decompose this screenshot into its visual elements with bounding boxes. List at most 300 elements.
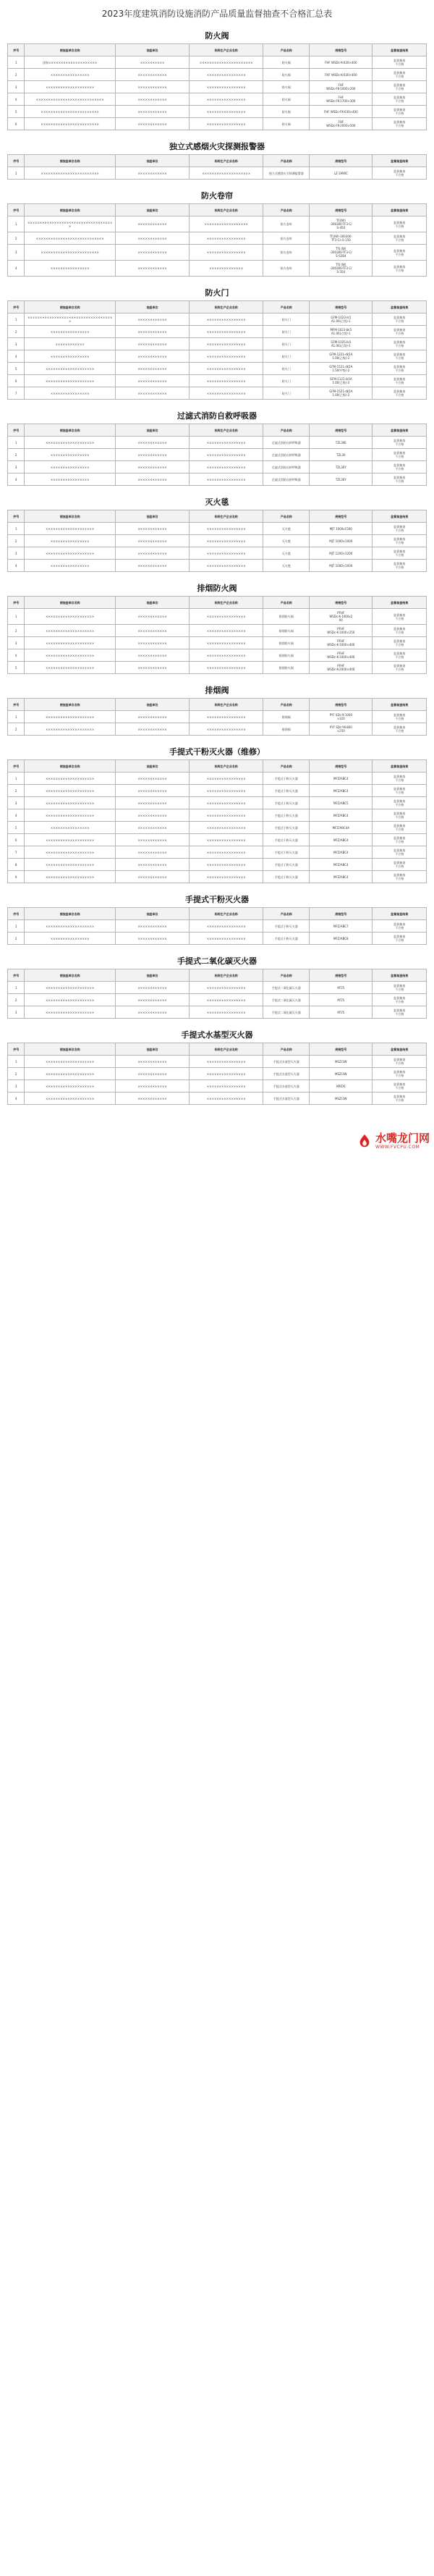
table-row	[8, 375, 427, 387]
table-cell: ××××××××××××××××	[190, 711, 263, 723]
table-cell: ××××××××××××××××××××××××	[25, 106, 116, 118]
table-cell: 监督抽查 不合格	[373, 982, 427, 994]
table-cell: 监督抽查 不合格	[373, 637, 427, 649]
table-cell: 防火阀	[263, 106, 310, 118]
results-table	[7, 43, 427, 130]
table-cell: MT/5	[310, 994, 373, 1006]
table-cell: ××××××××××××××××	[25, 560, 116, 572]
table-cell: 手提式干粉灭火器	[263, 846, 310, 859]
table-cell: ××××××××××××××××	[190, 313, 263, 326]
table-cell: ××××××××××××××××××××	[25, 859, 116, 871]
column-header: 抽查单位	[115, 969, 189, 982]
column-header: 被抽查单位名称	[25, 908, 116, 920]
table-cell: ××××××××××××××××	[190, 523, 263, 535]
table-row	[8, 338, 427, 350]
table-cell: 8	[8, 859, 25, 871]
table-cell: ××××××××××××	[25, 338, 116, 350]
table-cell: 防火卷帘	[263, 261, 310, 277]
table-row	[8, 326, 427, 338]
section-8	[0, 741, 434, 889]
table-cell: 监督抽查 不合格	[373, 625, 427, 637]
column-header: 规格型号	[310, 969, 373, 982]
table-cell: ××××××××××××××××××××	[25, 711, 116, 723]
table-row	[8, 859, 427, 871]
table-cell: ××××××××××××	[115, 81, 189, 93]
table-cell: ××××××××××××	[115, 773, 189, 785]
results-table	[7, 1043, 427, 1105]
table-cell: 5	[8, 106, 25, 118]
table-cell: ××××××××××××××××××××××	[190, 56, 263, 69]
table-cell: 2	[8, 625, 25, 637]
table-cell: 监督抽查 不合格	[373, 1093, 427, 1105]
table-cell: PYF SDc-YK-800 ×250	[310, 723, 373, 736]
table-cell: ××××××××××××××××××××	[25, 785, 116, 797]
table-cell: 2	[8, 933, 25, 945]
table-cell: ××××××××××××	[115, 461, 189, 473]
section-5	[0, 492, 434, 578]
section-title: 独立式感烟火灾探测报警器	[169, 142, 265, 151]
column-header: 标称生产企业名称	[190, 597, 263, 609]
table-cell: 排烟阀	[263, 723, 310, 736]
section-title: 防火阀	[205, 31, 229, 41]
column-header: 标称生产企业名称	[190, 155, 263, 167]
table-cell: 监督抽查 不合格	[373, 93, 427, 106]
table-cell: ××××××××××××	[115, 523, 189, 535]
column-header: 规格型号	[310, 301, 373, 313]
table-cell: ××××××××××××××	[190, 261, 263, 277]
table-cell: ××××××××××××	[115, 261, 189, 277]
table-cell: ××××××××××××	[115, 1093, 189, 1105]
table-cell: ××××××××××××××××	[190, 535, 263, 547]
table-cell: 监督抽查 不合格	[373, 649, 427, 662]
table-cell: 2	[8, 785, 25, 797]
table-cell: ××××××××××××××××	[190, 649, 263, 662]
table-cell: ××××××××××××	[115, 437, 189, 449]
table-cell: 3	[8, 1080, 25, 1093]
table-cell: 1	[8, 216, 25, 232]
table-cell: ××××××××××××	[115, 662, 189, 674]
table-row	[8, 662, 427, 674]
table-cell: ××××××××××××××××	[190, 473, 263, 486]
table-cell: ××××××××××××××××××××	[25, 662, 116, 674]
table-cell: ××××××××××××××××	[190, 797, 263, 809]
table-row	[8, 560, 427, 572]
table-row	[8, 933, 427, 945]
table-header-row	[8, 597, 427, 609]
table-cell: FHF WSDc-FK-1700×300	[310, 93, 373, 106]
column-header: 抽查单位	[115, 155, 189, 167]
table-cell: ××××××××××××	[115, 797, 189, 809]
section-title: 手提式二氧化碳灭火器	[177, 956, 257, 966]
table-header-row	[8, 44, 427, 56]
table-row	[8, 797, 427, 809]
section-title: 防火门	[205, 288, 229, 298]
column-header: 监督抽查结果	[373, 510, 427, 523]
table-cell: ××××××××××××××××	[25, 822, 116, 834]
table-cell: 1	[8, 920, 25, 933]
column-header: 标称生产企业名称	[190, 760, 263, 773]
table-cell: ××××××××××××××××	[190, 1093, 263, 1105]
table-cell: 排烟阀	[263, 711, 310, 723]
table-cell: 2	[8, 326, 25, 338]
section-title: 手提式干粉灭火器	[185, 895, 249, 904]
column-header: 规格型号	[310, 908, 373, 920]
table-cell: 防火阀	[263, 56, 310, 69]
table-cell: 监督抽查 不合格	[373, 1068, 427, 1080]
table-cell: 排烟防火阀	[263, 609, 310, 625]
table-header-row	[8, 301, 427, 313]
table-cell: 3	[8, 637, 25, 649]
table-cell: 监督抽查 不合格	[373, 473, 427, 486]
table-cell: ××××××××××××××××××××	[25, 834, 116, 846]
section-title: 手提式干粉灭火器（维修）	[169, 747, 265, 757]
table-cell: 手提式干粉灭火器	[263, 859, 310, 871]
table-cell: ××××××××××××××××	[190, 449, 263, 461]
column-header: 抽查单位	[115, 760, 189, 773]
table-cell: MFZ/ABC4	[310, 773, 373, 785]
table-cell: GFM-1221-dk5A 1.00(乙级)-2	[310, 350, 373, 363]
table-cell: 监督抽查 不合格	[373, 461, 427, 473]
table-cell: 过滤式消防自救呼吸器	[263, 437, 310, 449]
table-cell: 监督抽查 不合格	[373, 547, 427, 560]
table-cell: 监督抽查 不合格	[373, 449, 427, 461]
column-header: 产品名称	[263, 760, 310, 773]
table-cell: ××××××××××××××××	[190, 387, 263, 400]
table-cell: ××××××××××××××××	[190, 363, 263, 375]
column-header: 规格型号	[310, 1043, 373, 1056]
table-cell: 监督抽查 不合格	[373, 106, 427, 118]
table-cell: 手提式水基型灭火器	[263, 1068, 310, 1080]
table-cell: ××××××××××××	[115, 1056, 189, 1068]
table-cell: ××××××××××××	[115, 933, 189, 945]
table-cell: ××××××××××××××××	[25, 261, 116, 277]
column-header: 规格型号	[310, 510, 373, 523]
table-cell: ××××××××××××××××	[190, 637, 263, 649]
table-cell: 监督抽查 不合格	[373, 785, 427, 797]
table-row	[8, 711, 427, 723]
table-cell: ××××××××××××××××	[190, 461, 263, 473]
table-cell: TFJ (W) -300300-TF3-C/ S-S2B4	[310, 245, 373, 261]
table-cell: ××××××××××××	[115, 994, 189, 1006]
table-cell: 监督抽查 不合格	[373, 994, 427, 1006]
table-cell: 监督抽查 不合格	[373, 809, 427, 822]
results-table	[7, 154, 427, 180]
table-cell: 监督抽查 不合格	[373, 711, 427, 723]
table-cell: ××××××××××××××××××××	[25, 1056, 116, 1068]
table-cell: 1	[8, 982, 25, 994]
table-cell: ××××××××××××	[115, 350, 189, 363]
table-header-row	[8, 204, 427, 216]
column-header: 产品名称	[263, 908, 310, 920]
table-row	[8, 313, 427, 326]
table-cell: 防火门	[263, 363, 310, 375]
table-cell: ××××××××××××	[115, 106, 189, 118]
table-cell: ××××××××××××××××	[190, 437, 263, 449]
table-cell: ××××××××××××××××	[190, 662, 263, 674]
table-cell: ××××××××××××××××××××	[25, 871, 116, 883]
table-header-row	[8, 424, 427, 437]
section-4	[0, 405, 434, 492]
column-header: 规格型号	[310, 424, 373, 437]
table-row	[8, 535, 427, 547]
table-cell: MT/5	[310, 982, 373, 994]
table-cell: 监督抽查 不合格	[373, 822, 427, 834]
table-cell: ××××××××××××××××	[25, 350, 116, 363]
column-header: 监督抽查结果	[373, 760, 427, 773]
table-cell: 灭火毯	[263, 535, 310, 547]
table-cell: ××××××××××××××××	[190, 920, 263, 933]
table-cell: ××××××××××××××××	[190, 834, 263, 846]
table-cell: ××××××××××××	[115, 375, 189, 387]
table-cell: ××××××××××××	[115, 723, 189, 736]
table-cell: 1	[8, 609, 25, 625]
table-cell: 4	[8, 560, 25, 572]
table-cell: ××××××××××××	[115, 167, 189, 180]
column-header: 序号	[8, 760, 25, 773]
table-cell: FHF WSDc-FK-2000×500	[310, 118, 373, 130]
table-cell: 过滤式消防自救呼吸器	[263, 473, 310, 486]
table-cell: 手提式干粉灭火器	[263, 871, 310, 883]
table-row	[8, 1006, 427, 1019]
table-cell: ××××××××××××××××	[190, 723, 263, 736]
table-cell: 手提式干粉灭火器	[263, 773, 310, 785]
table-cell: MFZ/ABC4	[310, 871, 373, 883]
table-cell: ××××××××××××	[115, 245, 189, 261]
table-cell: 3	[8, 338, 25, 350]
table-cell: 监督抽查 不合格	[373, 773, 427, 785]
table-cell: ××××××××××××××××	[190, 93, 263, 106]
section-10	[0, 951, 434, 1024]
table-cell: 9	[8, 871, 25, 883]
column-header: 产品名称	[263, 597, 310, 609]
table-cell: ××××××××××××××××××××	[25, 723, 116, 736]
section-title: 过滤式消防自救呼吸器	[177, 411, 257, 421]
section-1	[0, 136, 434, 185]
table-cell: ××××××××××××××××	[190, 326, 263, 338]
table-cell: ××××××××××××	[115, 871, 189, 883]
table-row	[8, 523, 427, 535]
table-cell: ××××××××××××	[115, 822, 189, 834]
table-cell: ××××××××××××××××××××	[25, 375, 116, 387]
watermark-logo-icon	[357, 1133, 373, 1149]
table-row	[8, 609, 427, 625]
table-cell: 2	[8, 449, 25, 461]
table-cell: 监督抽查 不合格	[373, 261, 427, 277]
table-cell: 6	[8, 834, 25, 846]
table-cell: 排烟防火阀	[263, 637, 310, 649]
column-header: 被抽查单位名称	[25, 44, 116, 56]
column-header: 产品名称	[263, 510, 310, 523]
table-cell: 手提式干粉灭火器	[263, 785, 310, 797]
table-cell: ××××××××××××××××	[25, 449, 116, 461]
table-cell: ××××××××××××××××	[190, 625, 263, 637]
table-row	[8, 106, 427, 118]
table-cell: ××××××××××××××××	[190, 1006, 263, 1019]
table-row	[8, 473, 427, 486]
table-cell: 6	[8, 375, 25, 387]
table-cell: 手提式二氧化碳灭火器	[263, 1006, 310, 1019]
table-cell: ××××××××××××××××××××	[25, 523, 116, 535]
table-cell: 3	[8, 1006, 25, 1019]
table-header-row	[8, 969, 427, 982]
table-cell: ××××××××××××××××××××	[25, 649, 116, 662]
table-cell: 监督抽查 不合格	[373, 216, 427, 232]
table-cell: 1	[8, 773, 25, 785]
section-11	[0, 1024, 434, 1111]
table-cell: ××××××××××××	[115, 326, 189, 338]
table-cell: 2	[8, 535, 25, 547]
column-header: 监督抽查结果	[373, 1043, 427, 1056]
table-cell: 监督抽查 不合格	[373, 81, 427, 93]
table-cell: 手提式干粉灭火器	[263, 797, 310, 809]
table-cell: MSZ/3W	[310, 1056, 373, 1068]
table-cell: 4	[8, 93, 25, 106]
table-cell: ××××××××××××××××××××××××××××××××××××	[25, 216, 116, 232]
table-cell: 监督抽查 不合格	[373, 797, 427, 809]
table-row	[8, 387, 427, 400]
column-header: 被抽查单位名称	[25, 155, 116, 167]
table-cell: FHF WSDc-FK-1000×200	[310, 81, 373, 93]
column-header: 标称生产企业名称	[190, 510, 263, 523]
table-cell: ××××××××××××	[115, 649, 189, 662]
table-cell: MFZ/ABC4	[310, 834, 373, 846]
table-header-row	[8, 1043, 427, 1056]
table-cell: ××××××××××××××××	[190, 69, 263, 81]
table-cell: 防火卷帘	[263, 245, 310, 261]
column-header: 产品名称	[263, 969, 310, 982]
table-cell: GFM-1023-ik5 A1.00(乙级)-1	[310, 313, 373, 326]
table-cell: 防火门	[263, 326, 310, 338]
table-cell: ××××××××××××××××	[190, 1068, 263, 1080]
table-cell: MSZ/3W	[310, 1093, 373, 1105]
column-header: 产品名称	[263, 424, 310, 437]
table-cell: MJT 1000x1500	[310, 523, 373, 535]
table-cell: ××××××××××××××××	[190, 871, 263, 883]
table-cell: ××××××××××××	[115, 637, 189, 649]
table-row	[8, 723, 427, 736]
table-cell: 监督抽查 不合格	[373, 1056, 427, 1068]
table-cell: 1	[8, 313, 25, 326]
table-cell: ××××××××××××××××	[25, 461, 116, 473]
table-cell: ××××××××××××	[115, 449, 189, 461]
table-cell: ××××××××××××××××××××	[25, 994, 116, 1006]
section-title: 手提式水基型灭火器	[181, 1030, 253, 1040]
table-cell: 5	[8, 363, 25, 375]
table-row	[8, 871, 427, 883]
table-cell: 监督抽查 不合格	[373, 326, 427, 338]
table-cell: 监督抽查 不合格	[373, 859, 427, 871]
column-header: 产品名称	[263, 699, 310, 711]
table-cell: 监督抽查 不合格	[373, 232, 427, 245]
section-7	[0, 680, 434, 741]
table-cell: ××××××××××××××××××××	[25, 920, 116, 933]
table-cell: ××××××××××××	[115, 363, 189, 375]
column-header: 被抽查单位名称	[25, 760, 116, 773]
table-cell: ××××××××××××××××	[190, 1056, 263, 1068]
table-cell: MFZ/ABC8	[310, 933, 373, 945]
table-cell: ××××××××××××××××	[190, 118, 263, 130]
table-row	[8, 93, 427, 106]
table-cell: FHF WSDc-FK-630×400	[310, 106, 373, 118]
column-header: 规格型号	[310, 204, 373, 216]
column-header: 被抽查单位名称	[25, 699, 116, 711]
table-cell: ××××××××××××××××	[190, 994, 263, 1006]
column-header: 监督抽查结果	[373, 155, 427, 167]
column-header: 产品名称	[263, 155, 310, 167]
results-table	[7, 698, 427, 736]
table-cell: ××××××××××××××××	[190, 350, 263, 363]
table-header-row	[8, 510, 427, 523]
table-cell: 2	[8, 69, 25, 81]
column-header: 监督抽查结果	[373, 969, 427, 982]
table-row	[8, 449, 427, 461]
table-cell: 监督抽查 不合格	[373, 69, 427, 81]
table-cell: TFJ(W)-300300- TF3-Cs-S-150	[310, 232, 373, 245]
section-2	[0, 185, 434, 282]
column-header: 抽查单位	[115, 597, 189, 609]
table-cell: 防火门	[263, 387, 310, 400]
table-cell: ××××××××××××××××××××	[25, 547, 116, 560]
table-cell: 监督抽查 不合格	[373, 834, 427, 846]
table-cell: ××××××××××××	[115, 785, 189, 797]
column-header: 监督抽查结果	[373, 597, 427, 609]
table-cell: ××××××××××××	[115, 809, 189, 822]
table-cell: 4	[8, 649, 25, 662]
table-cell: ××××××××××××	[115, 232, 189, 245]
table-row	[8, 81, 427, 93]
table-cell: ××××××××××××××××	[25, 933, 116, 945]
results-table	[7, 510, 427, 572]
column-header: 序号	[8, 908, 25, 920]
table-cell: ××××××××××××××××	[190, 547, 263, 560]
table-row	[8, 350, 427, 363]
table-cell: ××××××××××××××××	[190, 81, 263, 93]
table-cell: MFZ/ABC4	[310, 785, 373, 797]
table-cell: 手提式干粉灭火器	[263, 920, 310, 933]
results-table	[7, 203, 427, 277]
table-cell: 监督抽查 不合格	[373, 387, 427, 400]
table-cell: ××××××××××××××××	[190, 609, 263, 625]
table-cell: ××××××××××××××××××	[190, 216, 263, 232]
table-cell: 监督抽查 不合格	[373, 167, 427, 180]
table-cell: MJT 1000×1000	[310, 560, 373, 572]
table-cell: ××××××××××××××××××××	[25, 773, 116, 785]
table-cell: 灭火毯	[263, 547, 310, 560]
table-cell: ××××××××××××××××××××××××	[25, 245, 116, 261]
table-header-row	[8, 908, 427, 920]
table-cell: ××××××××××××××××××××××××××××××××××××	[25, 313, 116, 326]
table-cell: ××××××××××××××××××××	[25, 809, 116, 822]
watermark-url: WWW.FVCPU.COM	[375, 1145, 420, 1150]
column-header: 序号	[8, 510, 25, 523]
section-title: 排烟阀	[205, 686, 229, 695]
table-cell: ××××××××××××	[115, 1080, 189, 1093]
section-title: 灭火毯	[205, 497, 229, 507]
column-header: 序号	[8, 969, 25, 982]
column-header: 标称生产企业名称	[190, 44, 263, 56]
table-header-row	[8, 699, 427, 711]
table-cell: 3	[8, 245, 25, 261]
column-header: 被抽查单位名称	[25, 424, 116, 437]
table-cell: 监督抽查 不合格	[373, 662, 427, 674]
table-cell: 防火门	[263, 375, 310, 387]
table-row	[8, 1080, 427, 1093]
table-cell: 手提式干粉灭火器	[263, 933, 310, 945]
table-cell: PFHF WSDc-K-1000×400	[310, 637, 373, 649]
page-title: 2023年度建筑消防设施消防产品质量监督抽查不合格汇总表	[101, 9, 333, 19]
table-row	[8, 1068, 427, 1080]
table-cell: ××××××××××××××××	[25, 473, 116, 486]
